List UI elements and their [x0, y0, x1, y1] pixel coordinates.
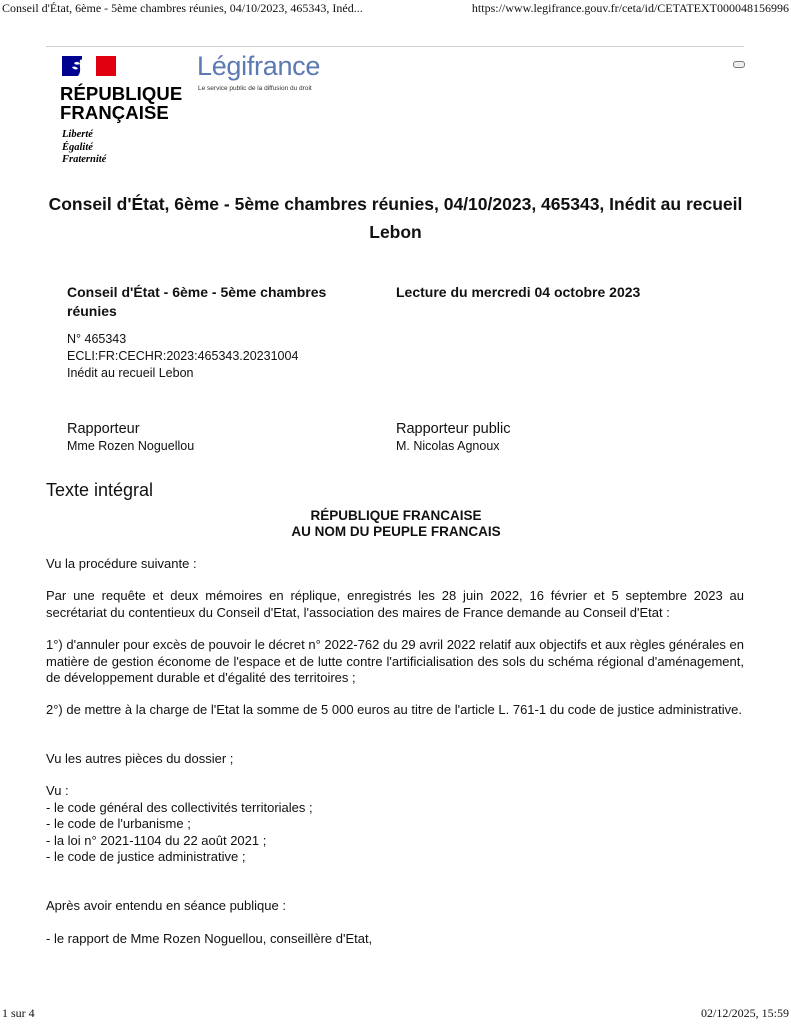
menu-toggle-button[interactable]	[733, 61, 745, 68]
devise	[62, 129, 106, 167]
vu-label: Vu :	[46, 783, 69, 798]
print-datetime: 02/12/2025, 15:59	[700, 1006, 789, 1020]
print-footer	[0, 1008, 791, 1024]
print-header-url[interactable]: https://www.legifrance.gouv.fr/ceta/id/CETATEXT000048156996	[471, 1, 789, 15]
marianne-logo	[62, 56, 116, 76]
list-item: - le code général des collectivités territoriales ;	[46, 799, 313, 815]
paragraph-requete	[46, 588, 744, 621]
devise-liberte: Liberté	[62, 129, 93, 140]
republique-heading-line1: RÉPUBLIQUE FRANCAISE	[310, 508, 482, 523]
vu-list	[46, 783, 744, 866]
rapporteur-public-label: Rapporteur public	[396, 421, 511, 437]
list-item: - le code de l'urbanisme ;	[46, 816, 191, 831]
case-number: N° 465343	[67, 332, 127, 346]
republique-francaise-logo	[60, 84, 182, 122]
flag-blue	[62, 56, 82, 76]
full-text-heading: Texte intégral	[46, 480, 154, 500]
paragraph-vu-procedure	[46, 556, 744, 573]
devise-fraternite: Fraternité	[62, 154, 107, 165]
republique-line2: FRANÇAISE	[60, 102, 169, 123]
paragraph-conclusion-1	[46, 637, 744, 687]
flag-red	[96, 56, 116, 76]
paragraph-text: - le rapport de Mme Rozen Noguellou, conseillère d'Etat,	[46, 931, 373, 946]
legifrance-tagline: Le service public de la diffusion du droit	[198, 85, 312, 92]
reading-date: Lecture du mercredi 04 octobre 2023	[396, 284, 641, 300]
rapporteur-public-block	[396, 420, 510, 454]
document-title: Conseil d'État, 6ème - 5ème chambres réunies, 04/10/2023, 465343, Inédit au recueil Lebon	[48, 194, 743, 242]
paragraph-text: 2°) de mettre à la charge de l'Etat la somme de 5 000 euros au titre de l'article L. 761-1 du code de justice administrative.	[46, 702, 742, 717]
ecli-code: ECLI:FR:CECHR:2023:465343.20231004	[67, 349, 299, 363]
paragraph-text: Vu les autres pièces du dossier ;	[46, 751, 234, 766]
paragraph-conclusion-2	[46, 702, 744, 719]
republique-heading-line2: AU NOM DU PEUPLE FRANCAIS	[291, 524, 501, 539]
paragraph-text: Après avoir entendu en séance publique :	[46, 898, 286, 913]
header-divider	[46, 46, 744, 47]
republique-heading	[46, 508, 746, 540]
paragraph-text: Par une requête et deux mémoires en réplique, enregistrés les 28 juin 2022, 16 février et 5 septembre 2023 au secrétariat du contentieux du Conseil d'Etat, l'association des maires de France demande au Conseil d'Etat :	[46, 588, 744, 620]
list-item: - le code de justice administrative ;	[46, 849, 246, 864]
rapporteur-label: Rapporteur	[67, 421, 140, 437]
chamber-label: Conseil d'État - 6ème - 5ème chambres réunies	[67, 284, 327, 319]
republique-line1: RÉPUBLIQUE	[60, 83, 183, 104]
devise-egalite: Égalité	[62, 141, 93, 153]
rapporteur-name: Mme Rozen Noguellou	[67, 439, 195, 453]
document-identifiers	[67, 331, 298, 382]
rapporteur-public-name: M. Nicolas Agnoux	[396, 439, 500, 453]
print-header-title: Conseil d'État, 6ème - 5ème chambres réunies, 04/10/2023, 465343, Inéd...	[2, 1, 363, 15]
paragraph-rapport	[46, 931, 744, 948]
paragraph-autres-pieces	[46, 751, 744, 768]
legifrance-logo[interactable]: Légifrance	[197, 51, 321, 81]
paragraph-apres-seance	[46, 898, 744, 915]
publication-status: Inédit au recueil Lebon	[67, 366, 194, 380]
paragraph-text: 1°) d'annuler pour excès de pouvoir le décret n° 2022-762 du 29 avril 2022 relatif aux objectifs et aux règles générales en matière de gestion économe de l'espace et de lutte contre l'artificialisation des sols du schéma régional d'aménagement, de développement durable et d'égalité des territoires ;	[46, 637, 744, 685]
list-item: - la loi n° 2021-1104 du 22 août 2021 ;	[46, 832, 267, 848]
rapporteur-block	[67, 420, 194, 454]
paragraph-text: Vu la procédure suivante :	[46, 556, 197, 571]
page-counter: 1 sur 4	[2, 1006, 35, 1020]
print-header	[0, 0, 791, 16]
